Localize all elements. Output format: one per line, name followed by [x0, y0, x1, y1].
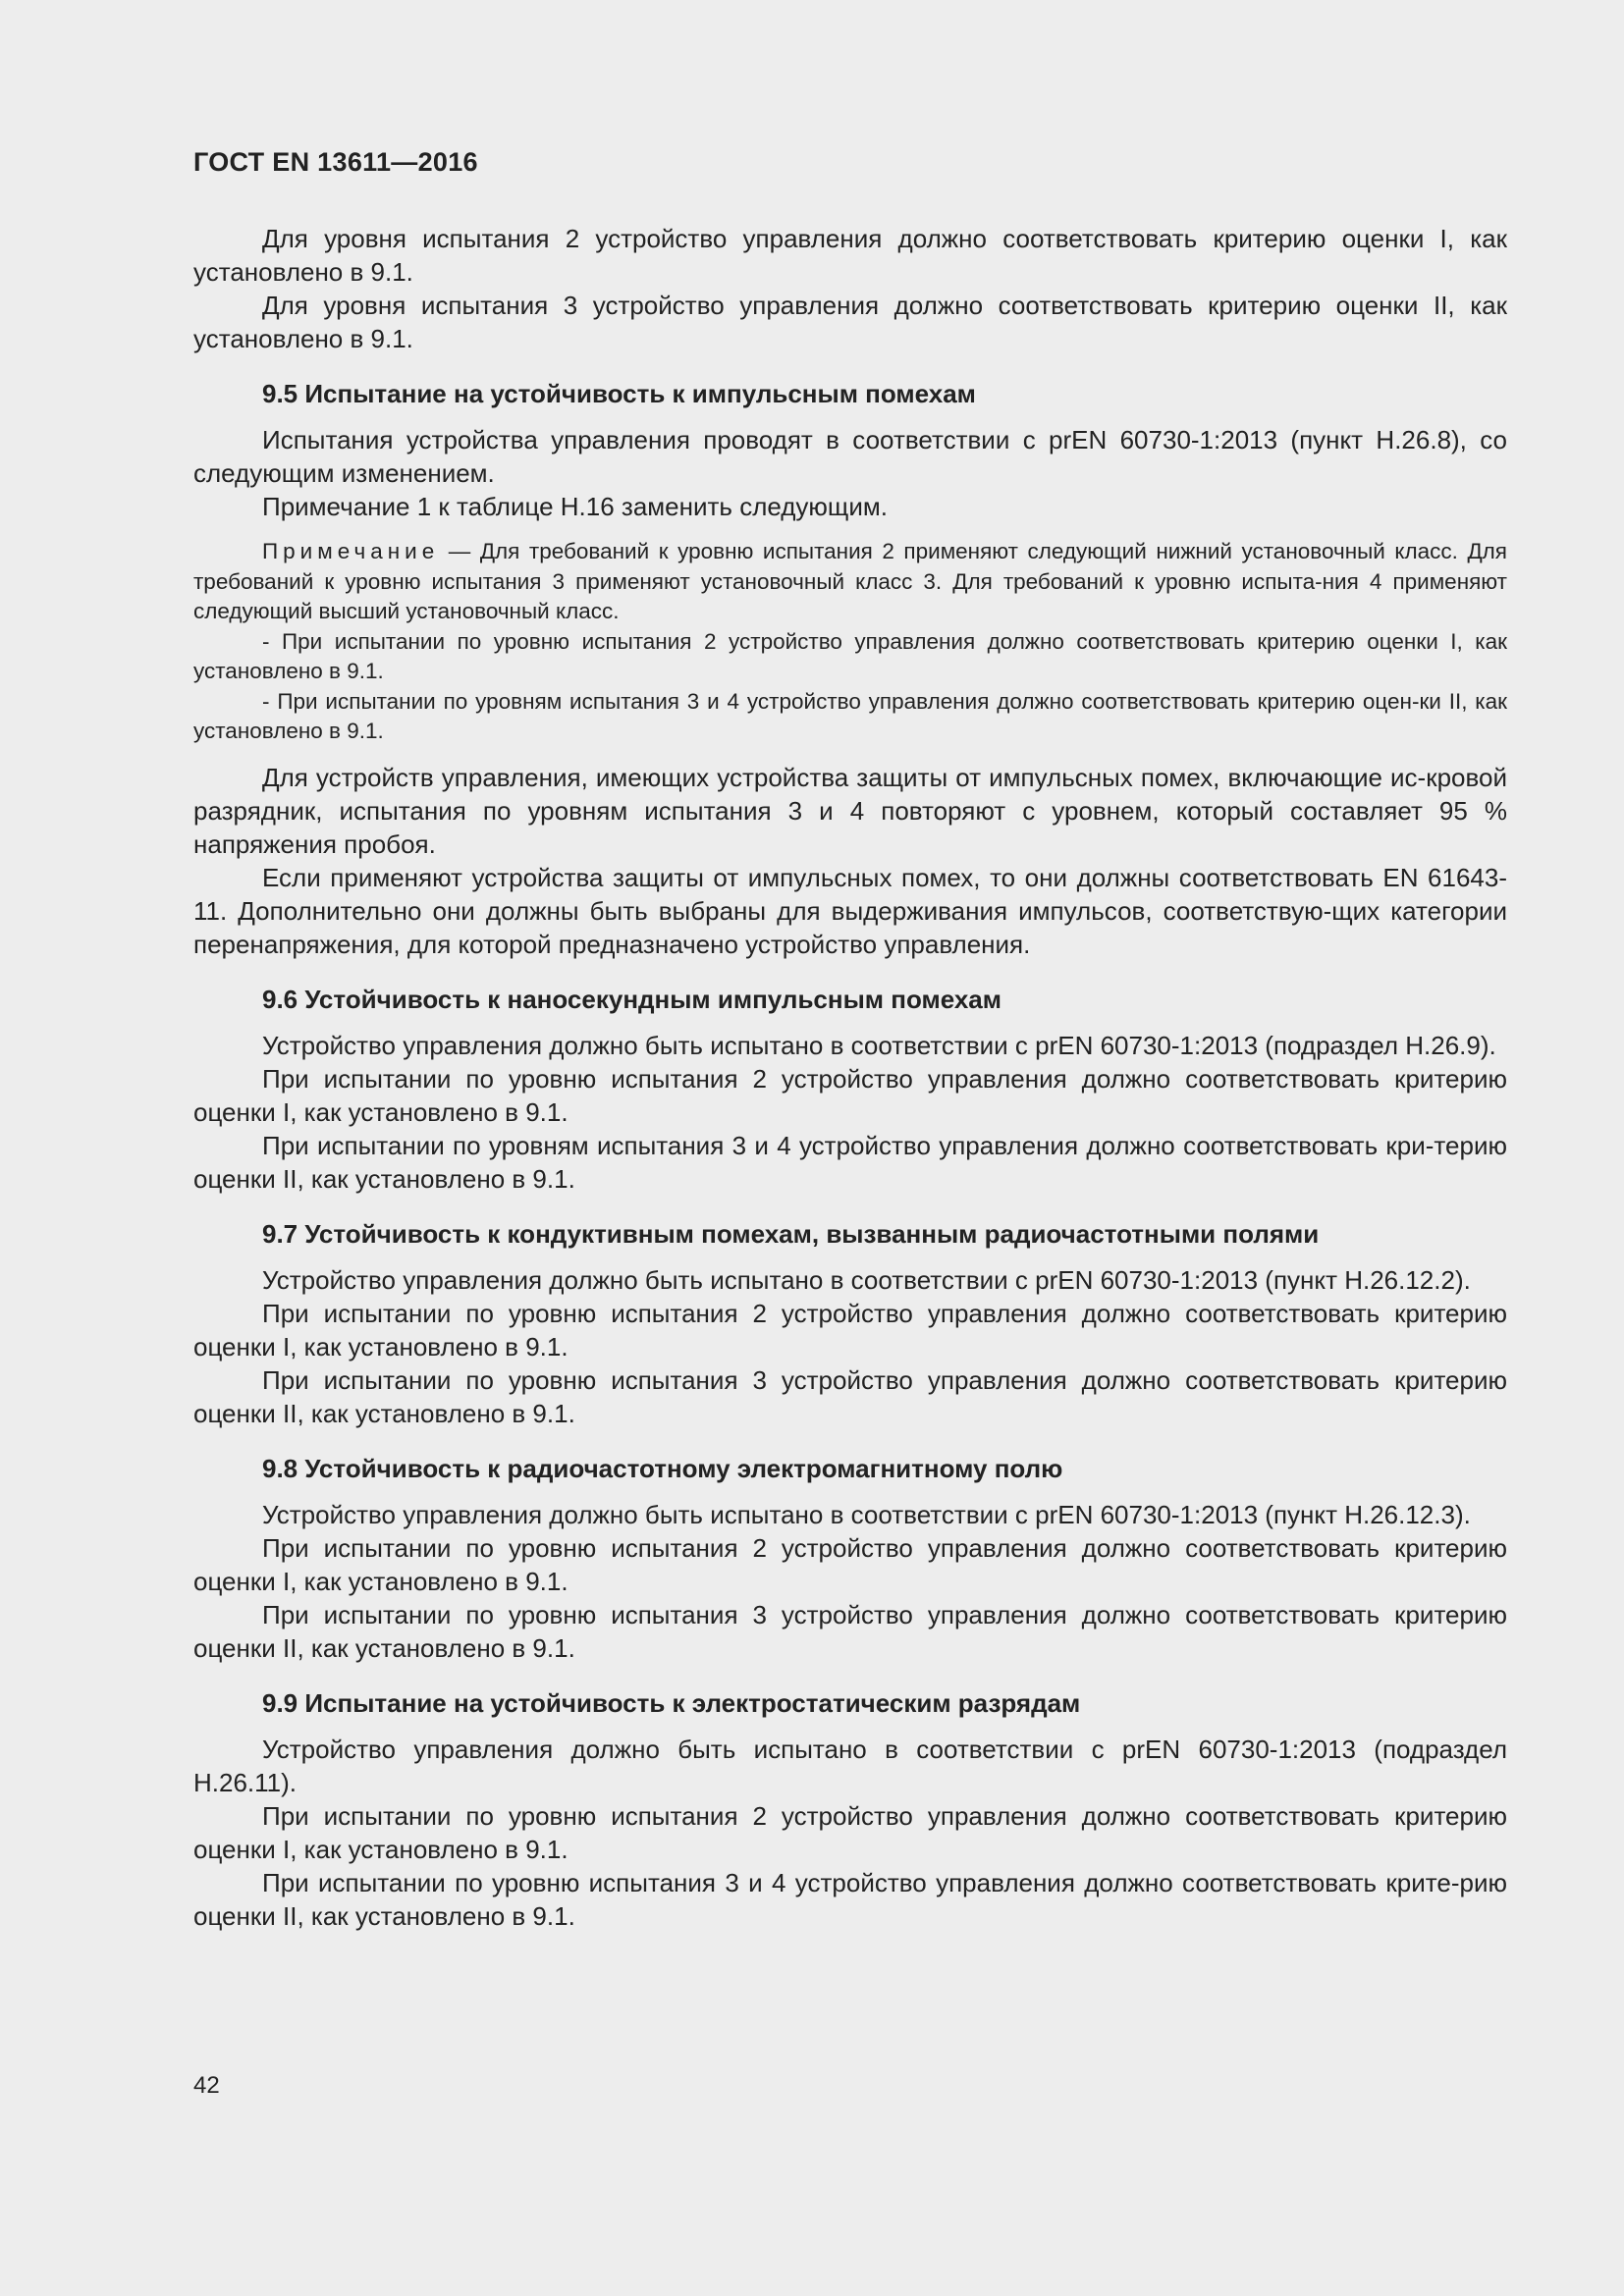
note-item: - При испытании по уровням испытания 3 и 4 устройство управления должно соответствовать критерию оцен-ки II, как установлено в 9.1.	[193, 688, 1507, 743]
paragraph: Для устройств управления, имеющих устройства защиты от импульсных помех, включающие ис-кровой разрядник, испытания по уровням испытания 3 и 4 повторяют с уровнем, который составляет 95 % напряжения пробоя.	[193, 762, 1507, 859]
paragraph: При испытании по уровню испытания 2 устройство управления должно соответствовать критерию оценки I, как установлено в 9.1.	[193, 1800, 1507, 1864]
paragraph: При испытании по уровню испытания 2 устройство управления должно соответствовать критерию оценки I, как установлено в 9.1.	[193, 1532, 1507, 1596]
paragraph: Испытания устройства управления проводят в соответствии с prEN 60730-1:2013 (пункт H.26.8), со следующим изменением.	[193, 425, 1507, 488]
paragraph: При испытании по уровню испытания 2 устройство управления должно соответствовать критерию оценки I, как установлено в 9.1.	[193, 1298, 1507, 1362]
note-item: - При испытании по уровню испытания 2 устройство управления должно соответствовать критерию оценки I, как установлено в 9.1.	[193, 628, 1507, 683]
note-label: Примечание	[262, 539, 440, 563]
section-heading-9-6: 9.6 Устойчивость к наносекундным импульсным помехам	[262, 984, 1001, 1014]
section-heading-9-8: 9.8 Устойчивость к радиочастотному электромагнитному полю	[262, 1453, 1063, 1483]
paragraph: Если применяют устройства защиты от импульсных помех, то они должны соответствовать EN 61643-11. Дополнительно они должны быть выбраны для выдерживания импульсов, соответствую-щих категории перенапряжения, для которой предназначено устройство управления.	[193, 862, 1507, 959]
paragraph: Примечание 1 к таблице H.16 заменить следующим.	[262, 492, 888, 521]
section-heading-9-5: 9.5 Испытание на устойчивость к импульсным помехам	[262, 379, 976, 408]
paragraph: При испытании по уровням испытания 3 и 4 устройство управления должно соответствовать кри-терию оценки II, как установлено в 9.1.	[193, 1130, 1507, 1194]
paragraph: Устройство управления должно быть испытано в соответствии с prEN 60730-1:2013 (подраздел H.26.9).	[262, 1030, 1496, 1060]
paragraph: При испытании по уровню испытания 3 и 4 устройство управления должно соответствовать крите-рию оценки II, как установлено в 9.1.	[193, 1867, 1507, 1931]
paragraph: При испытании по уровню испытания 3 устройство управления должно соответствовать критерию оценки II, как установлено в 9.1.	[193, 1599, 1507, 1663]
note-text: — Для требований к уровню испытания 2 применяют следующий нижний установочный класс. Для требований к уровню испытания 3 применяют установочный класс 3. Для требований к уровню испыта-ния 4 применяют следующий высший установочный класс.	[193, 539, 1507, 623]
paragraph: Устройство управления должно быть испытано в соответствии с prEN 60730-1:2013 (пункт H.26.12.2).	[262, 1264, 1471, 1295]
paragraph: Для уровня испытания 3 устройство управления должно соответствовать критерию оценки II, как установлено в 9.1.	[193, 291, 1507, 353]
document-header: ГОСТ EN 13611—2016	[193, 147, 478, 177]
paragraph: Устройство управления должно быть испытано в соответствии с prEN 60730-1:2013 (подраздел H.26.11).	[193, 1734, 1507, 1797]
section-heading-9-9: 9.9 Испытание на устойчивость к электростатическим разрядам	[262, 1687, 1081, 1718]
paragraph: Устройство управления должно быть испытано в соответствии с prEN 60730-1:2013 (пункт H.26.12.3).	[262, 1499, 1471, 1529]
paragraph: Для уровня испытания 2 устройство управления должно соответствовать критерию оценки I, как установлено в 9.1.	[193, 224, 1507, 287]
paragraph: При испытании по уровню испытания 2 устройство управления должно соответствовать критерию оценки I, как установлено в 9.1.	[193, 1063, 1507, 1127]
note-paragraph	[193, 537, 1507, 627]
paragraph: При испытании по уровню испытания 3 устройство управления должно соответствовать критерию оценки II, как установлено в 9.1.	[193, 1364, 1507, 1428]
page-number: 42	[193, 2072, 220, 2099]
page-content	[193, 222, 1507, 1933]
section-heading-9-7: 9.7 Устойчивость к кондуктивным помехам, вызванным радиочастотными полями	[262, 1218, 1320, 1249]
